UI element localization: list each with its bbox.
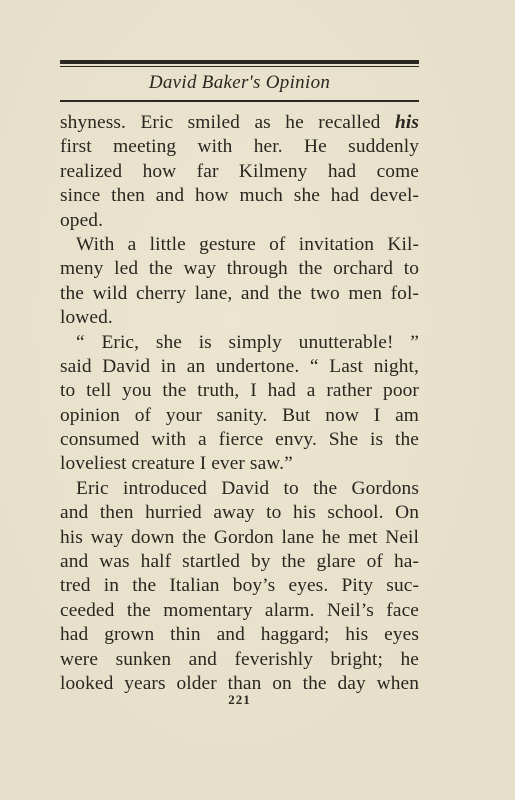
- header-rule-thin: [60, 66, 419, 67]
- text-line: said David in an undertone. “ Last night,: [60, 355, 419, 377]
- text-line: were sunken and feverishly bright; he: [60, 648, 419, 670]
- text-line: lowed.: [60, 307, 113, 329]
- text-line: realized how far Kilmeny had come: [60, 160, 419, 182]
- text-line: the wild cherry lane, and the two men fol-: [60, 282, 419, 304]
- text-line: With a little gesture of invitation Kil-: [76, 233, 419, 255]
- text-line: oped.: [60, 209, 104, 231]
- text-line: consumed with a fierce envy. She is the: [60, 429, 419, 451]
- text-line: tred in the Italian boy’s eyes. Pity suc-: [60, 575, 419, 597]
- text-line: had grown thin and haggard; his eyes: [60, 624, 419, 646]
- running-head: David Baker's Opinion: [148, 72, 331, 93]
- text-line: meny led the way through the orchard to: [60, 258, 419, 280]
- text-line: looked years older than on the day when: [60, 672, 419, 694]
- header-rule-bottom: [60, 100, 419, 102]
- body-text: [60, 111, 419, 696]
- text-line: first meeting with her. He suddenly: [60, 136, 419, 158]
- text-line: to tell you the truth, I had a rather poor: [60, 380, 419, 402]
- header-rule-thick: [60, 60, 419, 64]
- text-line: since then and how much she had devel-: [60, 185, 419, 207]
- text-line: loveliest creature I ever saw.”: [60, 453, 293, 475]
- text-line: Eric introduced David to the Gordons: [76, 477, 419, 499]
- page-number: 221: [228, 692, 251, 707]
- text-line: ceeded the momentary alarm. Neil’s face: [60, 599, 419, 621]
- text-line: and then hurried away to his school. On: [60, 502, 419, 524]
- text-line: opinion of your sanity. But now I am: [60, 404, 419, 426]
- text-line: shyness. Eric smiled as he recalled his: [60, 112, 419, 133]
- text-line: and was half startled by the glare of ha-: [60, 551, 419, 573]
- text-line: “ Eric, she is simply unutterable! ”: [76, 331, 419, 353]
- text-line: his way down the Gordon lane he met Neil: [60, 526, 419, 548]
